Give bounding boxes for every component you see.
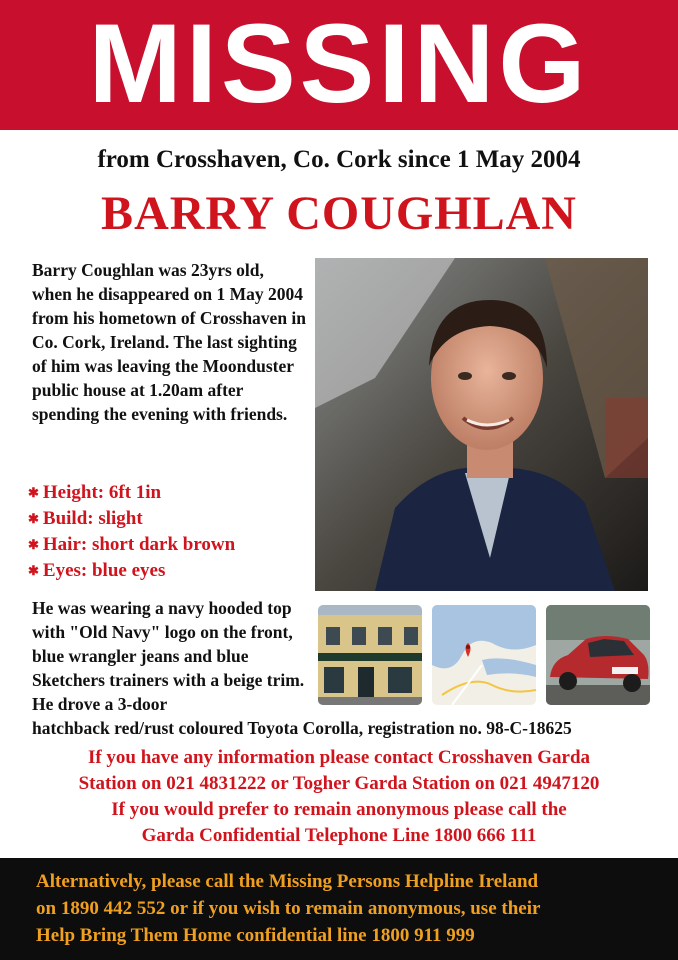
missing-title: MISSING	[88, 1, 590, 126]
star-icon: ✱	[28, 537, 39, 552]
feature-item: ✱ Build: slight	[28, 508, 143, 529]
footer-line: Help Bring Them Home confidential line 1800 911 999	[36, 925, 475, 946]
contact-line: Garda Confidential Telephone Line 1800 666 111	[141, 825, 537, 846]
subtitle: from Crosshaven, Co. Cork since 1 May 2004	[97, 146, 581, 173]
pub-building-photo	[318, 605, 422, 705]
person-name: BARRY COUGHLAN	[101, 187, 577, 240]
feature-item: ✱ Hair: short dark brown	[28, 534, 236, 555]
red-car-photo	[546, 605, 650, 705]
thumbnail-gallery	[318, 605, 651, 705]
car-description: hatchback red/rust coloured Toyota Corolla, registration no. 98-C-18625	[32, 718, 572, 738]
location-map	[432, 605, 536, 705]
feature-item: ✱ Height: 6ft 1in	[28, 482, 162, 503]
footer-text	[36, 868, 666, 949]
feature-item: ✱ Eyes: blue eyes	[28, 560, 166, 581]
contact-line: If you have any information please contact Crosshaven Garda	[87, 747, 591, 768]
physical-features	[28, 480, 308, 584]
portrait-photo	[315, 258, 648, 591]
footer-line: Alternatively, please call the Missing Persons Helpline Ireland	[36, 871, 539, 892]
contact-line: Station on 021 4831222 or Togher Garda Station on 021 4947120	[78, 773, 600, 794]
bio-text: Barry Coughlan was 23yrs old, when he disappeared on 1 May 2004 from his hometown of Crosshaven in Co. Cork, Ireland. The last sighting of him was leaving the Moonduster public house at 1.20am after spending the evening with friends.	[32, 260, 307, 424]
contact-line: If you would prefer to remain anonymous please call the	[111, 799, 567, 820]
star-icon: ✱	[28, 563, 39, 578]
contact-info	[0, 745, 678, 849]
star-icon: ✱	[28, 485, 39, 500]
footer-line: on 1890 442 552 or if you wish to remain anonymous, use their	[36, 898, 541, 919]
star-icon: ✱	[28, 511, 39, 526]
clothing-description: He was wearing a navy hooded top with "Old Navy" logo on the front, blue wrangler jeans and blue Sketchers trainers with a beige trim. He drove a 3-door	[32, 598, 305, 714]
